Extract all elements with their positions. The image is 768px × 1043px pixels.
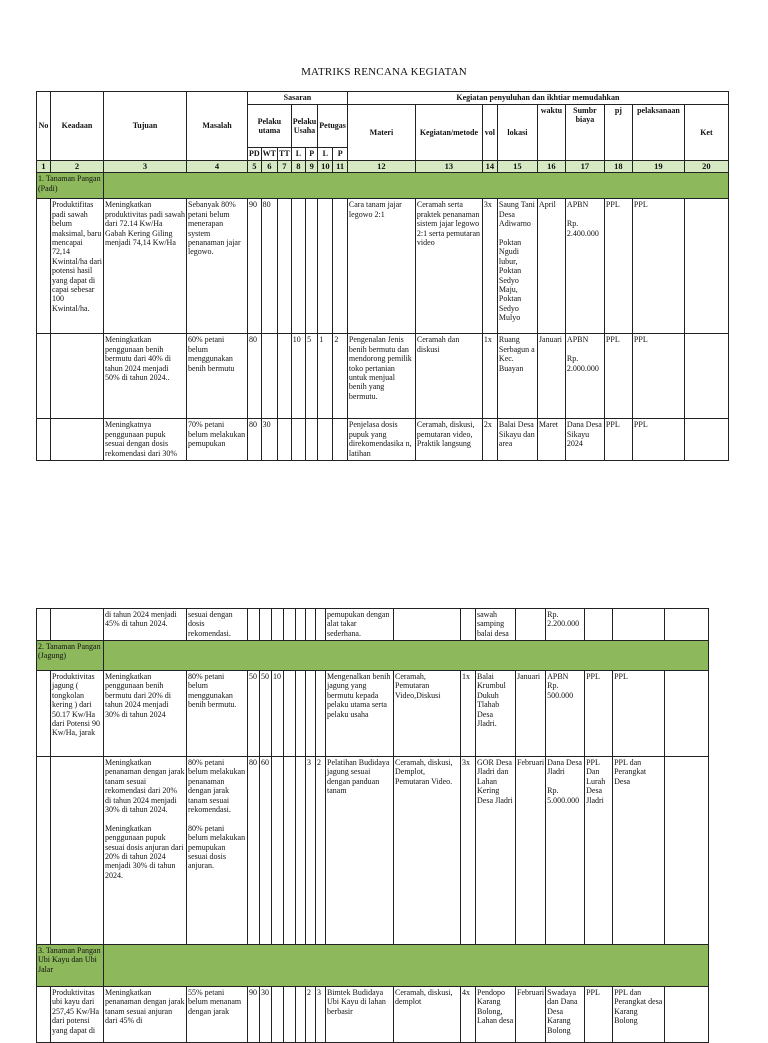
- cell-sumber: APBN Rp. 500.000: [546, 671, 585, 757]
- cell-tujuan: Meningkatnya penggunaan pupuk sesuai dengan dosis rekomendasi dari 30%: [104, 419, 187, 461]
- page-title: MATRIKS RENCANA KEGIATAN: [301, 66, 467, 78]
- cell-wt: 60: [260, 757, 272, 945]
- cell-waktu: April: [537, 199, 565, 334]
- cell-pelaksanaan: PPL dan Perangkat Desa: [613, 757, 665, 945]
- cell-sumber: Dana Desa Jladri Rp. 5.000.000: [546, 757, 585, 945]
- cell-lokasi: Balai Krumbul Dukuh Tlahab Desa Jladri.: [476, 671, 516, 757]
- cell-no: [37, 609, 51, 641]
- col-number: 6: [261, 161, 277, 173]
- cell-pelaksanaan: PPL: [632, 199, 684, 334]
- rows-jagung: [37, 671, 709, 945]
- cell-ket: [684, 334, 728, 419]
- cell-keadaan: [51, 334, 104, 419]
- cell-no: [37, 334, 51, 419]
- table-row: [37, 419, 729, 461]
- col-number: 3: [104, 161, 187, 173]
- cell-metode: Ceramah, diskusi, pemutaran video, Praktik langsung: [415, 419, 482, 461]
- col-pelaku-utama: Pelaku utama: [248, 105, 292, 148]
- table-row: [37, 199, 729, 334]
- cell-keadaan: Produktivitas jagung ( tongkolan kering ) dari 50.17 Kw/Ha dari Potensi 90 Kw/Ha, jarak: [51, 671, 104, 757]
- cell-metode: [394, 609, 461, 641]
- cell-l1: [284, 757, 296, 945]
- cell-keadaan: [51, 609, 104, 641]
- cell-tujuan: Meningkatkan penanaman dengan jarak tanam sesuai rekomendasi dari 20% di tahun 2024 menjadi 30% di tahun 2024. Meningkatkan penggunaan pupuk sesuai dosis anjuran dari 20% di tahun 2024 menjadi 30% di tahun 2024.: [104, 757, 187, 945]
- cell-keadaan: [51, 757, 104, 945]
- cell-no: [37, 419, 51, 461]
- cell-p2: 2: [333, 334, 348, 419]
- col-number: 17: [565, 161, 604, 173]
- cell-pd: 90: [248, 987, 260, 1043]
- col-pj: pj: [604, 105, 632, 161]
- cell-materi: Mengenalkan benih jagung yang bermutu kepada pelaku utama serta pelaku usaha: [326, 671, 394, 757]
- cell-lokasi: Balai Desa Sikayu dan area: [497, 419, 537, 461]
- cell-p1: [306, 419, 318, 461]
- cell-pd: 80: [248, 419, 262, 461]
- col-sasaran: Sasaran: [248, 92, 348, 105]
- cell-vol: 1x: [482, 334, 497, 419]
- section-row-ubi: [37, 945, 709, 987]
- cell-vol: 2x: [482, 419, 497, 461]
- cell-no: [37, 199, 51, 334]
- section-row-jagung: [37, 641, 709, 671]
- cell-tt: [272, 609, 284, 641]
- col-materi: Materi: [347, 105, 415, 161]
- cell-l1: [291, 419, 305, 461]
- cell-keadaan: [51, 419, 104, 461]
- cell-wt: 30: [261, 419, 277, 461]
- cell-no: [37, 987, 51, 1043]
- col-number: 16: [537, 161, 565, 173]
- cell-waktu: Maret: [537, 419, 565, 461]
- cell-pj: PPL: [585, 987, 613, 1043]
- cell-l1: [284, 609, 296, 641]
- col-number: 8: [291, 161, 305, 173]
- cell-pj: PPL Dan Lurah Desa Jladri: [585, 757, 613, 945]
- col-keadaan: Keadaan: [51, 92, 104, 161]
- cell-pj: [585, 609, 613, 641]
- cell-l1: [284, 987, 296, 1043]
- cell-materi: Pengenalan Jenis benih bermutu dan mendorong pemilik toko pertanian untuk menjual benih yang bermutu.: [347, 334, 415, 419]
- col-no: No: [37, 92, 51, 161]
- col-pelaksanaan: pelaksanaan: [632, 105, 684, 161]
- col-vol: vol: [482, 105, 497, 161]
- cell-metode: Ceramah serta praktek penanaman sistem jajar legowo 2:1 serta pemutaran video: [415, 199, 482, 334]
- cell-materi: Cara tanam jajar legowo 2:1: [347, 199, 415, 334]
- col-number: 4: [187, 161, 248, 173]
- cell-tt: [278, 419, 292, 461]
- cell-p2: [316, 671, 326, 757]
- col-number: 19: [632, 161, 684, 173]
- col-p2: P: [333, 148, 348, 161]
- matrix-table-page-1: [36, 91, 729, 461]
- column-number-row: [37, 161, 729, 173]
- cell-masalah: 70% petani belum melakukan pemupukan: [187, 419, 248, 461]
- col-tujuan: Tujuan: [104, 92, 187, 161]
- cell-tt: [272, 757, 284, 945]
- cell-sumber: Swadaya dan Dana Desa Karang Bolong: [546, 987, 585, 1043]
- cell-pd: [248, 609, 260, 641]
- col-number: 12: [347, 161, 415, 173]
- cell-materi: Penjelasa dosis pupuk yang direkomendasika n, latihan: [347, 419, 415, 461]
- col-l2: L: [318, 148, 333, 161]
- cell-sumber: APBN Rp. 2.000.000: [565, 334, 604, 419]
- section-label: 2. Tanaman Pangan (Jagung): [37, 641, 104, 671]
- table-row: [37, 609, 709, 641]
- col-ket: Ket: [684, 105, 728, 161]
- col-number: 1: [37, 161, 51, 173]
- cell-p2: 2: [316, 757, 326, 945]
- col-kegiatan: Kegiatan penyuluhan dan ikhtiar memudahkan: [347, 92, 728, 105]
- cell-l2: 3: [306, 757, 316, 945]
- cell-pd: 90: [248, 199, 262, 334]
- cell-ket: [665, 609, 709, 641]
- cell-l1: 10: [291, 334, 305, 419]
- cell-tt: [278, 199, 292, 334]
- rows-padi: [37, 199, 729, 461]
- cell-ket: [684, 419, 728, 461]
- col-number: 18: [604, 161, 632, 173]
- cell-vol: [461, 609, 476, 641]
- col-number: 14: [482, 161, 497, 173]
- cell-p1: [306, 199, 318, 334]
- cell-lokasi: Saung Tani Desa Adiwarno Poktan Ngudi lubur, Poktan Sedyo Maju, Poktan Sedyo Mulyo: [497, 199, 537, 334]
- col-wt: WT: [261, 148, 277, 161]
- cell-vol: 4x: [461, 987, 476, 1043]
- cell-materi: Bimtek Budidaya Ubi Kayu di lahan berbasir: [326, 987, 394, 1043]
- cell-vol: 3x: [461, 757, 476, 945]
- table-row: [37, 334, 729, 419]
- col-lokasi: lokasi: [497, 105, 537, 161]
- cell-tujuan: Meningkatkan penanaman dengan jarak tanam sesuai anjuran dari 45% di: [104, 987, 187, 1043]
- cell-l2: [318, 419, 333, 461]
- cell-metode: Ceramah dan diskusi: [415, 334, 482, 419]
- cell-keadaan: Produktivitas ubi kayu dari 257,45 Kw/Ha dari potensi yang dapat di: [51, 987, 104, 1043]
- cell-metode: Ceramah, Pemutaran Video,Diskusi: [394, 671, 461, 757]
- cell-masalah: 80% petani belum menggunakan benih bermutu.: [187, 671, 248, 757]
- cell-l2: [306, 609, 316, 641]
- cell-lokasi: sawah samping balai desa: [476, 609, 516, 641]
- table-row: [37, 757, 709, 945]
- cell-masalah: Sebanyak 80% petani belum menerapan system penanaman jajar legowo.: [187, 199, 248, 334]
- cell-masalah: sesuai dengan dosis rekomendasi.: [187, 609, 248, 641]
- cell-pelaksanaan: [613, 609, 665, 641]
- cell-waktu: Februari: [516, 987, 546, 1043]
- cell-p2: 3: [316, 987, 326, 1043]
- rows-ubi: [37, 987, 709, 1043]
- table-row: [37, 671, 709, 757]
- cell-p1: 5: [306, 334, 318, 419]
- cell-wt: 80: [261, 199, 277, 334]
- col-number: 9: [306, 161, 318, 173]
- cell-pelaksanaan: PPL: [632, 334, 684, 419]
- cell-p1: [296, 757, 306, 945]
- cell-tujuan: Meningkatkan penggunaan benih bermutu dari 40% di tahun 2024 menjadi 50% di tahun 2024..: [104, 334, 187, 419]
- col-number: 11: [333, 161, 348, 173]
- cell-p2: [333, 419, 348, 461]
- col-p1: P: [306, 148, 318, 161]
- cell-l2: [318, 199, 333, 334]
- section-row-padi: [37, 173, 729, 199]
- cell-tt: 10: [272, 671, 284, 757]
- cell-no: [37, 757, 51, 945]
- cell-l2: 2: [306, 987, 316, 1043]
- cell-pj: PPL: [604, 419, 632, 461]
- col-waktu: waktu: [537, 105, 565, 161]
- cell-ket: [665, 757, 709, 945]
- cell-l1: [291, 199, 305, 334]
- cell-l2: [306, 671, 316, 757]
- cell-pelaksanaan: PPL dan Perangkat desa Karang Bolong: [613, 987, 665, 1043]
- section-label: 1. Tanaman Pangan (Padi): [37, 173, 104, 199]
- cell-lokasi: Ruang Serbagun a Kec. Buayan: [497, 334, 537, 419]
- cell-keadaan: Produktifitas padi sawah belum maksimal, baru mencapai 72,14 Kwintal/ha dari potensi hasil yang dapat di capai sebesar 100 Kwintal/ha.: [51, 199, 104, 334]
- cell-pj: PPL: [604, 199, 632, 334]
- cell-pd: 80: [248, 334, 262, 419]
- cell-wt: 30: [260, 987, 272, 1043]
- cell-masalah: 60% petani belum menggunakan benih bermutu: [187, 334, 248, 419]
- cell-waktu: [516, 609, 546, 641]
- cell-pelaksanaan: PPL: [632, 419, 684, 461]
- col-number: 15: [497, 161, 537, 173]
- cell-l2: 1: [318, 334, 333, 419]
- cell-masalah: 55% petani belum menanam dengan jarak: [187, 987, 248, 1043]
- cell-wt: [260, 609, 272, 641]
- cell-materi: pemupukan dengan alat takar sederhana.: [326, 609, 394, 641]
- cell-p2: [333, 199, 348, 334]
- cell-metode: Ceramah, diskusi, demplot: [394, 987, 461, 1043]
- cell-sumber: Dana Desa Sikayu 2024: [565, 419, 604, 461]
- cell-ket: [684, 199, 728, 334]
- cell-no: [37, 671, 51, 757]
- cell-p1: [296, 987, 306, 1043]
- col-number: 10: [318, 161, 333, 173]
- cell-waktu: Januari: [516, 671, 546, 757]
- table-row: [37, 987, 709, 1043]
- col-tt: TT: [278, 148, 292, 161]
- cell-pelaksanaan: PPL: [613, 671, 665, 757]
- matrix-table-page-2: [36, 608, 709, 1043]
- cell-lokasi: GOR Desa Jladri dan Lahan Kering Desa Jladri: [476, 757, 516, 945]
- cell-vol: 3x: [482, 199, 497, 334]
- cell-p1: [296, 671, 306, 757]
- col-l1: L: [291, 148, 305, 161]
- col-metode: Kegiatan/metode: [415, 105, 482, 161]
- col-pelaku-usaha: Pelaku Usaha: [291, 105, 318, 148]
- cell-pj: PPL: [585, 671, 613, 757]
- cell-tujuan: di tahun 2024 menjadi 45% di tahun 2024.: [104, 609, 187, 641]
- cell-lokasi: Pendopo Karang Bolong, Lahan desa: [476, 987, 516, 1043]
- col-number: 5: [248, 161, 262, 173]
- col-sumber-biaya: Sumbr biaya: [565, 105, 604, 161]
- cell-pd: 50: [248, 671, 260, 757]
- cell-masalah: 80% petani belum melakukan penanaman dengan jarak tanam sesuai rekomendasi. 80% petani belum melakukan pemupukan sesuai dosis anjuran.: [187, 757, 248, 945]
- cell-tt: [278, 334, 292, 419]
- cell-p2: [316, 609, 326, 641]
- cell-wt: 50: [260, 671, 272, 757]
- col-number: 20: [684, 161, 728, 173]
- cell-vol: 1x: [461, 671, 476, 757]
- cell-waktu: Februari: [516, 757, 546, 945]
- col-number: 7: [278, 161, 292, 173]
- section-label: 3. Tanaman Pangan Ubi Kayu dan Ubi Jalar: [37, 945, 104, 987]
- col-masalah: Masalah: [187, 92, 248, 161]
- cell-materi: Pelatihan Budidaya jagung sesuai dengan panduan tanam: [326, 757, 394, 945]
- cell-l1: [284, 671, 296, 757]
- cell-ket: [665, 987, 709, 1043]
- cell-pj: PPL: [604, 334, 632, 419]
- rows-padi-continued: [37, 609, 709, 641]
- col-petugas: Petugas: [318, 105, 348, 148]
- cell-wt: [261, 334, 277, 419]
- cell-sumber: APBN Rp. 2.400.000: [565, 199, 604, 334]
- cell-tujuan: Meningkatkan produktivitas padi sawah dari 72.14 Kw/Ha Gabah Kering Giling menjadi 74,14 Kw/Ha: [104, 199, 187, 334]
- col-number: 13: [415, 161, 482, 173]
- cell-waktu: Januari: [537, 334, 565, 419]
- cell-pd: 80: [248, 757, 260, 945]
- cell-ket: [665, 671, 709, 757]
- cell-sumber: Rp. 2.200.000: [546, 609, 585, 641]
- cell-tujuan: Meningkatkan penggunaan benih bermutu dari 20% di tahun 2024 menjadi 30% di tahun 2024: [104, 671, 187, 757]
- col-pd: PD: [248, 148, 262, 161]
- cell-metode: Ceramah, diskusi, Demplot, Pemutaran Video.: [394, 757, 461, 945]
- col-number: 2: [51, 161, 104, 173]
- cell-tt: [272, 987, 284, 1043]
- cell-p1: [296, 609, 306, 641]
